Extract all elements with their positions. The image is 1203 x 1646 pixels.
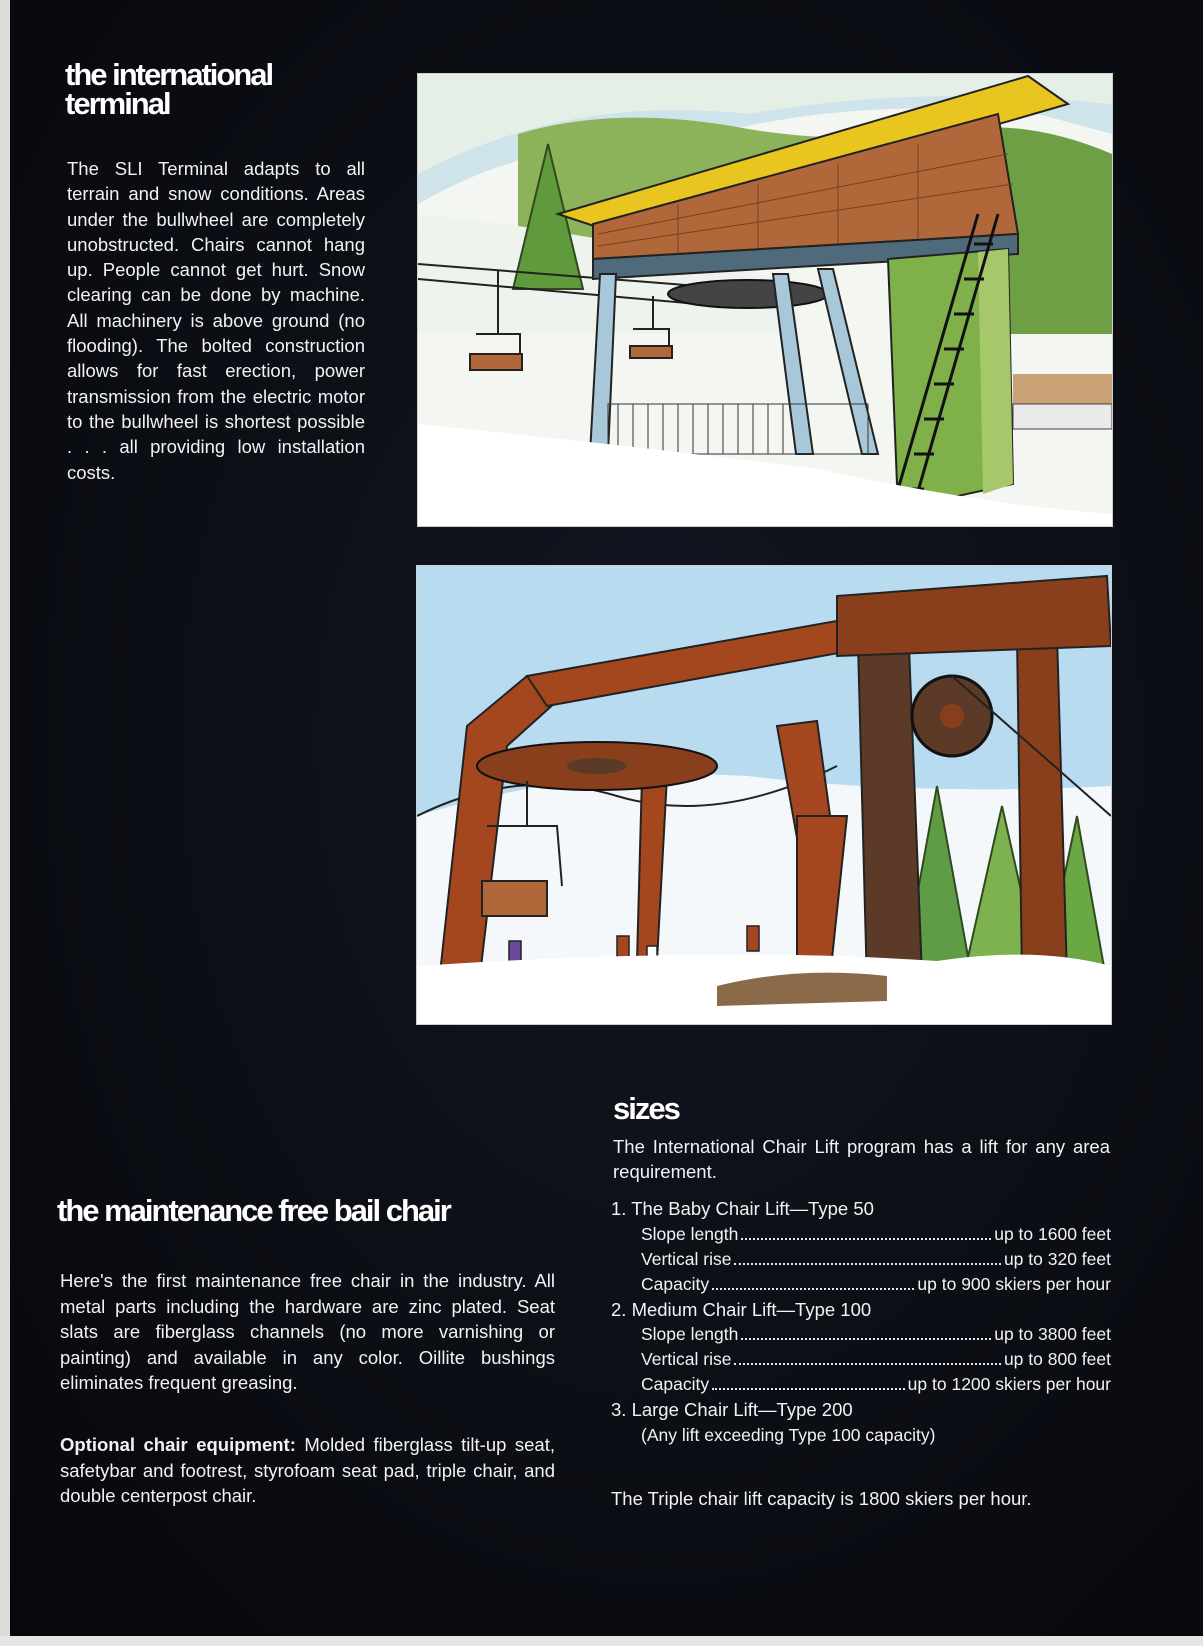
lift-heading: 3. Large Chair Lift—Type 200 [611,1399,853,1420]
lift-item [611,1297,1111,1398]
spec-label: Vertical rise [641,1248,732,1269]
spec-row [641,1347,1111,1372]
optional-equipment-label: Optional chair equipment: [60,1434,296,1455]
sizes-intro: The International Chair Lift program has a lift for any area requirement. [613,1136,1110,1182]
spec-label: Capacity [641,1374,710,1394]
lift-size-list [611,1196,1111,1448]
bail-chair-illustration [416,565,1112,1025]
bail-chair-description: Here's the first maintenance free chair in the industry. All metal parts including the hardware are zinc plated. Seat slats are fiberglass channels (no more varnishing or painting) and available in any color. Oillite bushings eliminates frequent greasing. [60,1270,555,1393]
spec-row [641,1247,1111,1272]
terminal-heading: the international terminal [65,57,273,121]
spec-value: up to 1600 feet [994,1223,1111,1244]
optional-equipment-text: Molded fiberglass tilt-up seat, safetybar and footrest, styrofoam seat pad, triple chair, and double centerpost chair. [60,1434,555,1506]
spec-value: up to 3800 feet [994,1324,1111,1344]
bail-chair-heading: the maintenance free bail chair [57,1193,450,1228]
spec-value: up to 320 feet [1003,1248,1111,1269]
optional-equipment [60,1432,555,1509]
sizes-heading: sizes [613,1091,679,1126]
spec-value: up to 1200 skiers per hour [907,1374,1111,1394]
triple-chair-capacity: The Triple chair lift capacity is 1800 skiers per hour. [611,1488,1032,1509]
leader-dots [712,1288,914,1290]
lift-item [611,1397,1111,1448]
spec-row [641,1372,1111,1397]
spec-label: Capacity [641,1273,710,1294]
spec-row [641,1272,1111,1297]
spec-row [641,1322,1111,1347]
spec-value: up to 800 feet [1003,1349,1111,1369]
spec-row [641,1222,1111,1247]
lift-note: (Any lift exceeding Type 100 capacity) [641,1424,936,1445]
spec-label: Vertical rise [641,1349,732,1369]
terminal-description: The SLI Terminal adapts to all terrain and snow conditions. Areas under the bullwheel are completely unobstructed. Chairs cannot hang up. People cannot get hurt. Snow clearing can be done by machine. All machinery is above ground (no flooding). The bolted construction allows for fast erection, power transmission from the electric motor to the bullwheel is shortest possible . . . all providing low installation costs. [67,158,365,483]
leader-dots [734,1363,1001,1365]
leader-dots [741,1238,991,1240]
lift-heading: 2. Medium Chair Lift—Type 100 [611,1298,872,1320]
spec-label: Slope length [641,1324,739,1344]
page-edge-left [0,0,10,1646]
spec-label: Slope length [641,1223,739,1244]
leader-dots [734,1263,1001,1265]
terminal-illustration [417,73,1113,527]
spec-value: up to 900 skiers per hour [917,1273,1111,1294]
lift-heading: 1. The Baby Chair Lift—Type 50 [611,1198,874,1219]
page-edge-bottom [0,1636,1203,1646]
leader-dots [741,1338,991,1340]
leader-dots [712,1388,905,1390]
lift-item [611,1196,1111,1297]
